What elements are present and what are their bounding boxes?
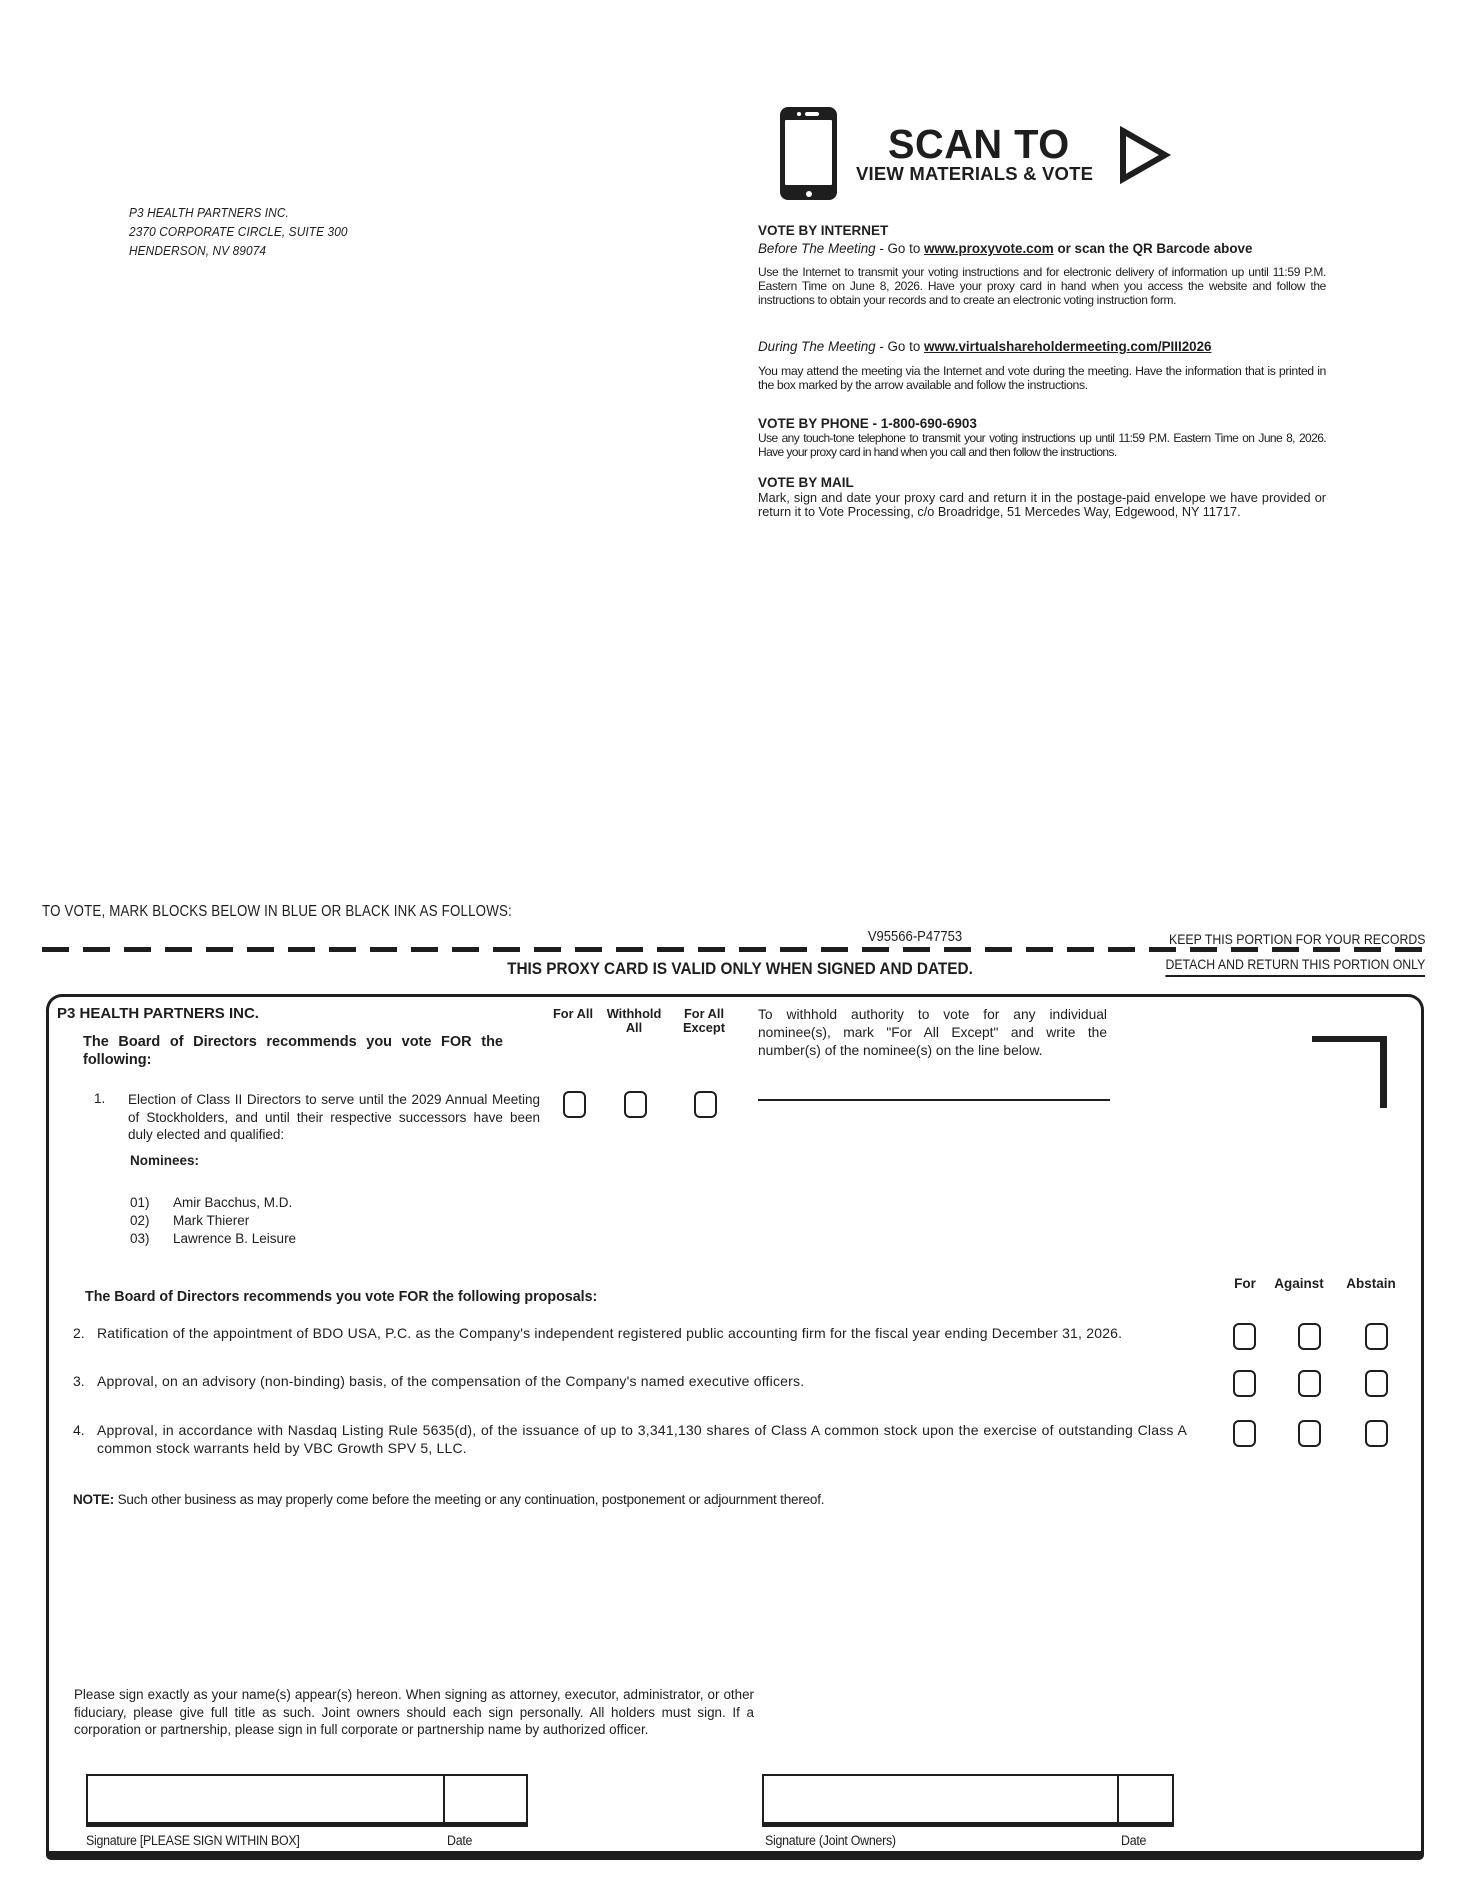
control-box-corner-mark [1312,1036,1387,1108]
phone-instructions-paragraph: Use any touch-tone telephone to transmit your voting instructions up until 11:59 P.M. Eastern Time on June 8, 2026. Have your proxy card in hand when you call and then follow the instructions. [758,431,1326,459]
scan-to-title: SCAN TO [888,121,1070,167]
note-text: Such other business as may properly come before the meeting or any continuation, postponement or adjournment thereof. [117,1492,825,1507]
column-header-against: Against [1274,1276,1324,1291]
board-recommendation-1: The Board of Directors recommends you vote FOR the following: [83,1034,503,1068]
valid-when-signed-label: THIS PROXY CARD IS VALID ONLY WHEN SIGNED AND DATED. [507,960,973,978]
column-header-for-all-except: For All Except [683,1006,725,1035]
card-company-name: P3 HEALTH PARTNERS INC. [57,1005,259,1022]
nominees-label: Nominees: [130,1153,200,1168]
checkbox-for-all-except[interactable] [694,1091,717,1118]
sender-addr2: HENDERSON, NV 89074 [129,244,267,258]
column-header-for: For [1234,1276,1256,1291]
signature-box-1-date-divider [443,1776,445,1822]
phone-camera-dot [797,112,801,116]
mail-instructions-paragraph: Mark, sign and date your proxy card and return it in the postage-paid envelope we have provided or return it to Vote Processing, c/o Broadridge, 51 Mercedes Way, Edgewood, NY 11717. [758,491,1326,520]
proxyvote-link[interactable]: www.proxyvote.com [923,241,1054,256]
proposal-4-text: Approval, in accordance with Nasdaq Listing Rule 5635(d), of the issuance of up to 3,341,130 shares of Class A common stock upon the exercise of outstanding Class A common stock warrants held by VBC Growth SPV 5, LLC. [97,1422,1187,1456]
note-label: NOTE: [73,1492,114,1507]
arrow-right-icon [1118,126,1172,184]
checkbox-proposal-2-against[interactable] [1298,1323,1321,1350]
proposal-1-text: Election of Class II Directors to serve until the 2029 Annual Meeting of Stockholders, and until their respective successors have been duly elected and qualified: [128,1092,540,1142]
signature-2-label: Signature (Joint Owners) [765,1833,896,1848]
checkbox-proposal-2-abstain[interactable] [1365,1323,1388,1350]
checkbox-proposal-4-abstain[interactable] [1365,1420,1388,1447]
signature-1-date-label: Date [447,1833,473,1848]
checkbox-for-all[interactable] [563,1091,586,1118]
signature-instructions: Please sign exactly as your name(s) appear(s) hereon. When signing as attorney, executor, administrator, or other fiduciary, please give full title as such. Joint owners should each sign personally. All holders must sign. If a corporation or partnership, please sign in full corporate or partnership name by authorized officer. [74,1687,754,1737]
proposal-2-text: Ratification of the appointment of BDO USA, P.C. as the Company's independent registered public accounting firm for the fiscal year ending December 31, 2026. [97,1325,1123,1341]
during-the-meeting-line [758,339,1326,354]
sender-address [129,204,348,261]
proposal-3-number: 3. [73,1373,85,1389]
checkbox-proposal-4-for[interactable] [1233,1420,1256,1447]
detach-dashed-line [42,947,1425,952]
before-meeting-goto: - Go to [875,241,924,256]
phone-home-button [806,191,812,197]
proposal-2-number: 2. [73,1325,85,1341]
sender-name: P3 HEALTH PARTNERS INC. [129,206,289,220]
checkbox-proposal-3-against[interactable] [1298,1370,1321,1397]
checkbox-proposal-3-abstain[interactable] [1365,1370,1388,1397]
signature-box-2-date-divider [1117,1776,1119,1822]
ballot-card [46,994,1424,1860]
proposal-3-text: Approval, on an advisory (non-binding) basis, of the compensation of the Company's named executive officers. [97,1373,805,1389]
nominee-row-3 [130,1231,150,1246]
checkbox-proposal-2-for[interactable] [1233,1323,1256,1350]
column-header-withhold-all: Withhold All [606,1006,662,1035]
control-number: V95566-P47753 [867,929,963,945]
proposal-4-number: 4. [73,1422,85,1438]
checkbox-proposal-3-for[interactable] [1233,1370,1256,1397]
before-the-meeting-line [758,241,1326,256]
keep-portion-label: KEEP THIS PORTION FOR YOUR RECORDS [1168,931,1425,947]
nominee-3-number: 03) [130,1231,150,1246]
smartphone-icon [780,107,837,200]
withhold-note: To withhold authority to vote for any individual nominee(s), mark "For All Except" and write the number(s) of the nominee(s) on the line below. [758,1007,1107,1058]
vote-by-internet-heading: VOTE BY INTERNET [758,223,889,238]
mark-blocks-instruction: TO VOTE, MARK BLOCKS BELOW IN BLUE OR BLACK INK AS FOLLOWS: [42,903,512,920]
signature-box-primary[interactable] [86,1774,528,1827]
during-meeting-goto: - Go to [875,339,924,354]
for-all-except-write-in-line[interactable] [758,1099,1110,1101]
nominee-2-name: Mark Thierer [173,1213,250,1228]
proposal-1-number: 1. [94,1091,106,1106]
before-meeting-tail: or scan the QR Barcode above [1053,241,1253,256]
detach-return-label: DETACH AND RETURN THIS PORTION ONLY [1165,956,1425,977]
during-meeting-label: During The Meeting [758,339,876,354]
nominee-3-name: Lawrence B. Leisure [173,1231,297,1246]
scan-to-subtitle: VIEW MATERIALS & VOTE [856,163,1094,184]
other-business-note [73,1492,1173,1507]
meeting-attendance-paragraph: You may attend the meeting via the Internet and vote during the meeting. Have the information that is printed in the box marked by the arrow available and follow the instructions. [758,364,1326,392]
internet-instructions-paragraph: Use the Internet to transmit your voting instructions and for electronic delivery of information up until 11:59 P.M. Eastern Time on June 8, 2026. Have your proxy card in hand when you access the website and follow the instructions to obtain your records and to create an electronic voting instruction form. [758,265,1326,307]
signature-1-label: Signature [PLEASE SIGN WITHIN BOX] [86,1833,300,1848]
nominee-2-number: 02) [130,1213,150,1228]
board-recommendation-2: The Board of Directors recommends you vote FOR the following proposals: [85,1288,598,1305]
nominee-row-1 [130,1195,150,1210]
column-header-for-all: For All [552,1006,594,1021]
signature-2-date-label: Date [1121,1833,1147,1848]
column-header-abstain: Abstain [1346,1276,1396,1291]
checkbox-proposal-4-against[interactable] [1298,1420,1321,1447]
before-meeting-label: Before The Meeting [758,241,876,256]
signature-box-joint[interactable] [762,1774,1174,1827]
checkbox-withhold-all[interactable] [624,1091,647,1118]
vote-by-mail-heading: VOTE BY MAIL [758,475,854,490]
phone-speaker-bar [805,112,819,116]
phone-screen [785,120,832,185]
nominee-1-name: Amir Bacchus, M.D. [173,1195,293,1210]
virtual-meeting-link[interactable]: www.virtualshareholdermeeting.com/PIII2026 [923,339,1212,354]
nominee-row-2 [130,1213,150,1228]
nominee-1-number: 01) [130,1195,150,1210]
vote-by-phone-heading: VOTE BY PHONE - 1-800-690-6903 [758,416,977,431]
sender-addr1: 2370 CORPORATE CIRCLE, SUITE 300 [129,225,348,239]
